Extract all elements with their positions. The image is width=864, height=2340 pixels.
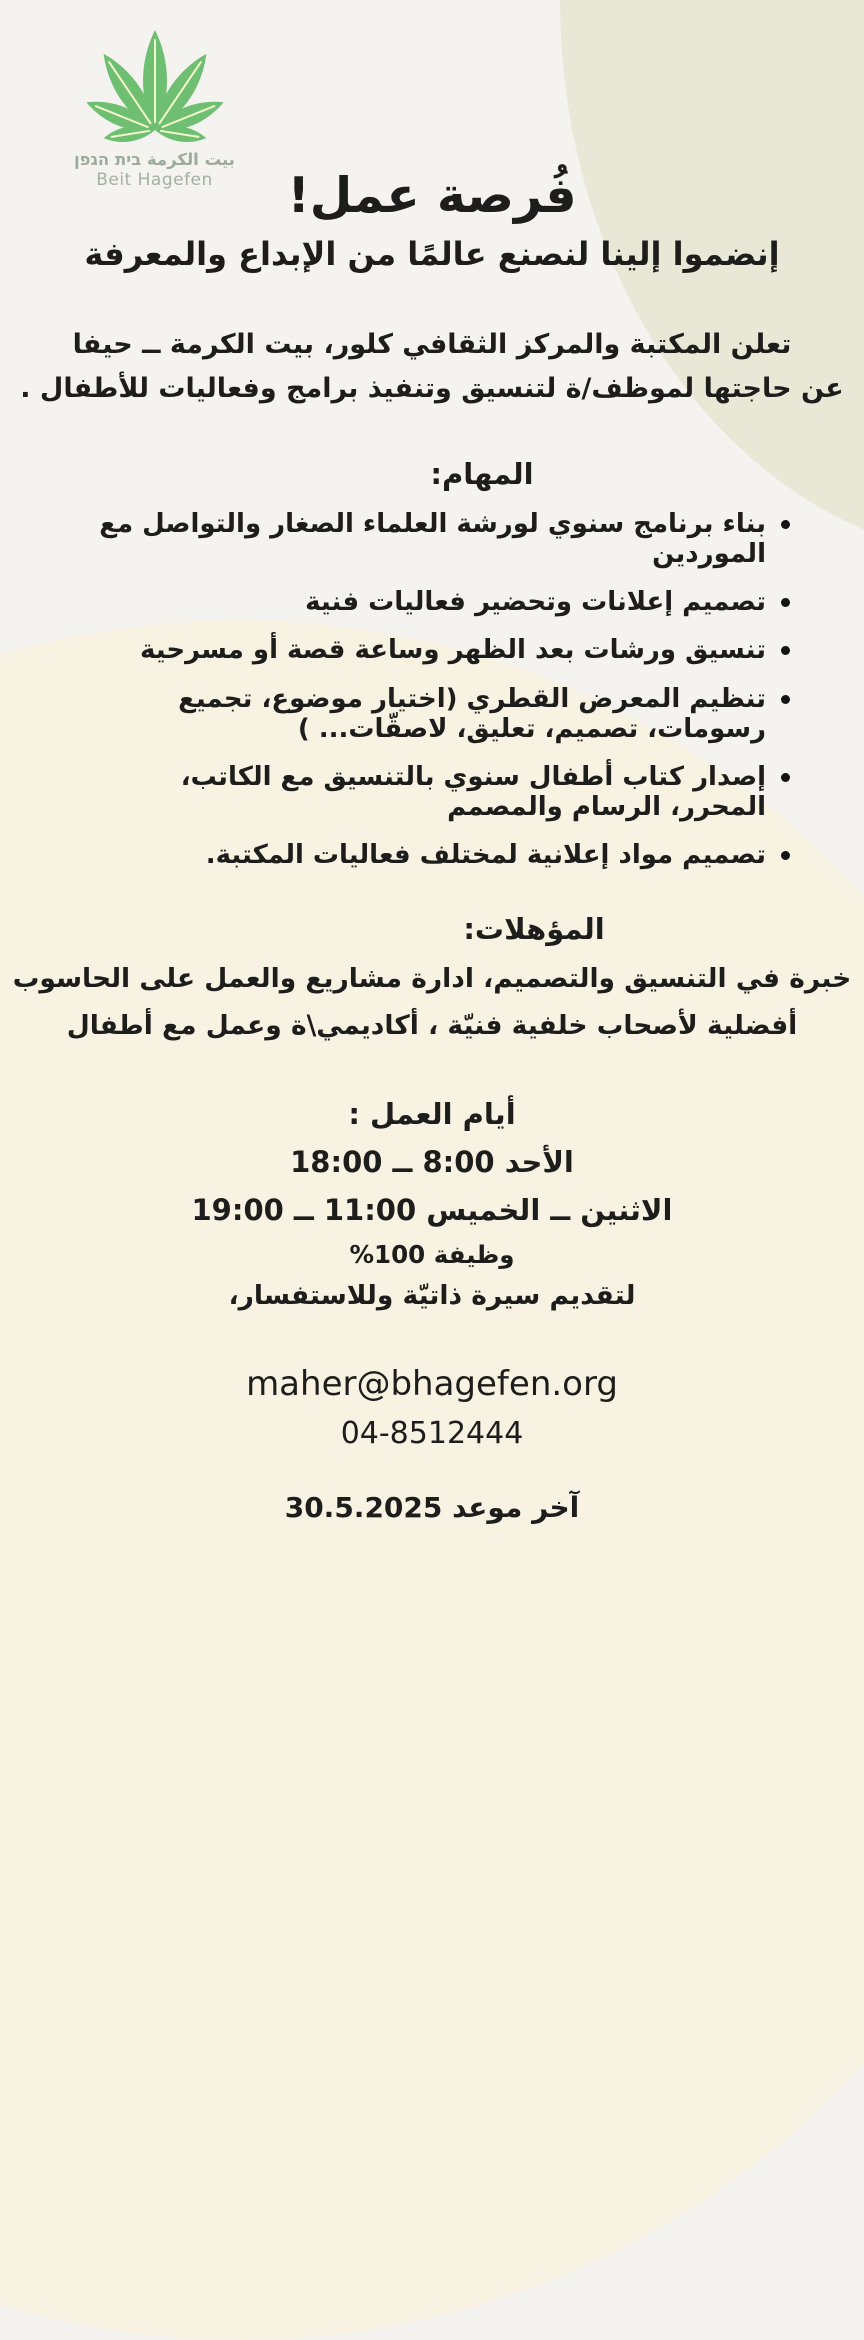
contact-phone: 04-8512444 xyxy=(340,1415,524,1451)
task-item xyxy=(78,509,790,569)
schedule-mon-thu: الاثنين ــ الخميس 11:00 ــ 19:00 xyxy=(191,1192,673,1227)
page-subtitle: إنضموا إلينا لنصنع عالمًا من الإبداع والمعرفة xyxy=(84,235,780,274)
bullet-dot-icon xyxy=(781,520,790,529)
task-item-text: بناء برنامج سنوي لورشة العلماء الصغار والتواصل مع الموردين xyxy=(99,508,766,570)
bullet-dot-icon xyxy=(781,598,790,607)
position-scope: وظيفة 100% xyxy=(349,1239,515,1269)
bullet-dot-icon xyxy=(781,851,790,860)
qualifications-line-1: خبرة في التنسيق والتصميم، ادارة مشاريع والعمل على الحاسوب xyxy=(12,963,852,995)
qualifications xyxy=(0,956,864,1049)
contact-block xyxy=(0,1362,864,1453)
task-item-text: تنسيق ورشات بعد الظهر وساعة قصة أو مسرحية xyxy=(140,635,766,666)
logo-org-name-english: Beit Hagefen xyxy=(96,170,213,190)
task-item xyxy=(78,762,790,822)
task-item-text: إصدار كتاب أطفال سنوي بالتنسيق مع الكاتب، المحرر، الرسام والمصمم xyxy=(180,761,766,822)
task-item xyxy=(78,684,790,744)
announcement-line-2: عن حاجتها لموظف/ة لتنسيق وتنفيذ برامج وفعاليات للأطفال . xyxy=(20,373,844,405)
task-item-text: تصميم مواد إعلانية لمختلف فعاليات المكتبة. xyxy=(205,840,766,871)
qualifications-heading: المؤهلات: xyxy=(463,912,605,947)
page-title: فُرصة عمل! xyxy=(287,167,577,224)
tasks-heading: المهام: xyxy=(430,456,534,491)
logo-org-name-bilingual: بيت الكرمة בית הגפן xyxy=(74,150,235,169)
schedule xyxy=(0,1139,864,1318)
deadline-text: آخر موعد 30.5.2025 xyxy=(284,1490,580,1524)
announcement-line-1: تعلن المكتبة والمركز الثقافي كلور، بيت الكرمة ــ حيفا xyxy=(72,329,792,361)
task-item-text: تصميم إعلانات وتحضير فعاليات فنية xyxy=(305,587,766,618)
apply-note: لتقديم سيرة ذاتيّة وللاستفسار، xyxy=(228,1279,636,1311)
task-item xyxy=(78,587,790,617)
task-item xyxy=(78,635,790,665)
qualifications-line-2: أفضلية لأصحاب خلفية فنيّة ، أكاديمي\ة وعمل مع أطفال xyxy=(66,1009,798,1041)
tasks-list xyxy=(0,509,864,870)
bullet-dot-icon xyxy=(781,646,790,655)
bullet-dot-icon xyxy=(781,773,790,782)
schedule-sunday: الأحد 8:00 ــ 18:00 xyxy=(290,1145,574,1180)
workdays-heading: أيام العمل : xyxy=(348,1097,516,1132)
task-item xyxy=(78,840,790,870)
contact-email: maher@bhagefen.org xyxy=(246,1363,618,1404)
task-item-text: تنظيم المعرض القطري (اختيار موضوع، تجميع رسومات، تصميم، تعليق، لاصقّات... ) xyxy=(178,683,766,744)
announcement xyxy=(0,323,864,410)
bullet-dot-icon xyxy=(781,695,790,704)
